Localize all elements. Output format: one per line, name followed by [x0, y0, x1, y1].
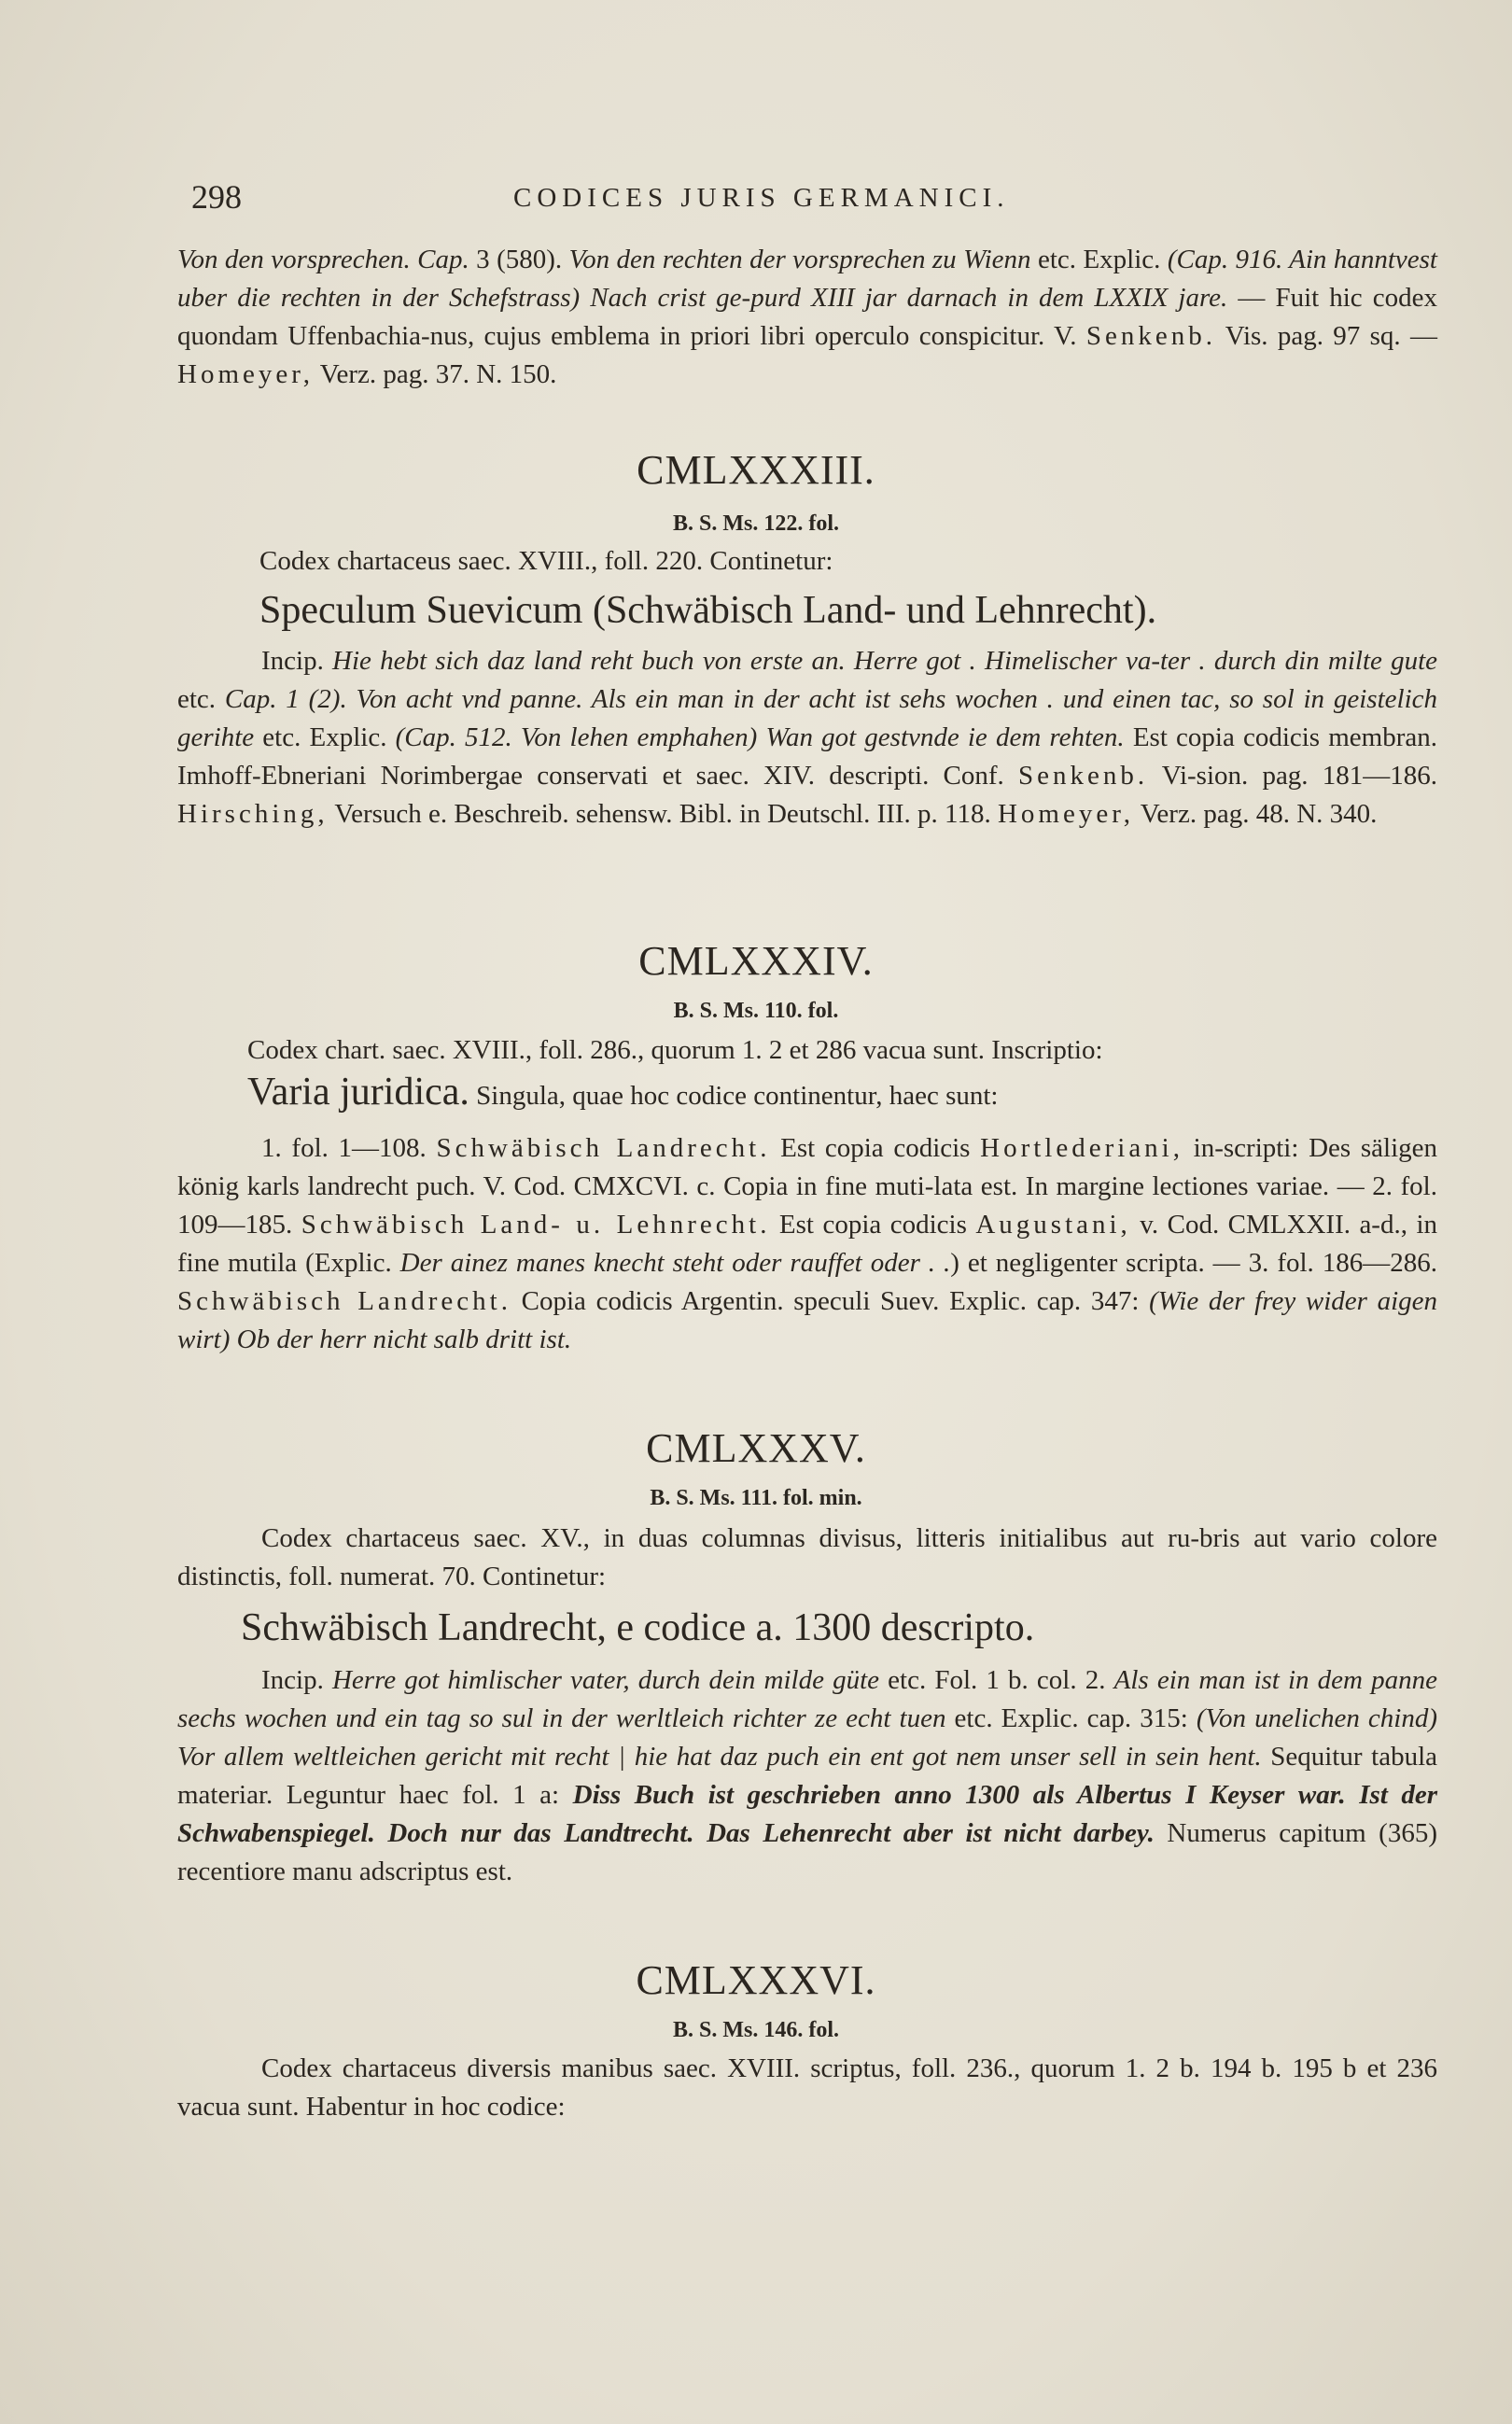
body-text: etc. Explic.	[254, 722, 396, 752]
work-name: Schwäbisch Landrecht.	[177, 1286, 511, 1316]
body-text: Copia codicis Argentin. speculi Suev. Explic. cap. 347:	[511, 1286, 1150, 1316]
author: Senkenb.	[1017, 761, 1149, 791]
body-text: etc. Explic. cap. 315:	[945, 1703, 1197, 1733]
body-983	[177, 642, 1437, 834]
explicit: (Von unelichen chind) Vor allem weltleichen gericht mit recht | hie hat daz puch ein ent got nem unser sell in sein hent.	[177, 1703, 1437, 1772]
cont-text: Vis. pag. 97 sq. —	[1215, 321, 1437, 351]
incipit: Als ein man ist in dem panne sechs wochen und ein tag so sul in der werltleich richter ze echt tuen	[177, 1665, 1437, 1733]
continuation-paragraph	[177, 241, 1437, 394]
body-text: Est copia codicis	[770, 1133, 981, 1163]
cont-incipit: Von den vorsprechen. Cap.	[177, 245, 469, 274]
cont-text: 3 (580).	[469, 245, 569, 274]
work-name: Schwäbisch Land- u. Lehnrecht.	[301, 1210, 771, 1240]
body-text: Incip.	[261, 646, 333, 676]
cont-text: Verz. pag. 37. N. 150.	[314, 359, 557, 389]
entry-title-983: CMLXXXIII.	[637, 447, 875, 493]
incipit: Herre got himlischer vater, durch dein milde güte	[331, 1665, 880, 1695]
running-head: CODICES JURIS GERMANICI.	[513, 183, 1010, 213]
cont-text: — Fuit hic codex quondam Uffenbachia-nus, cujus emblema in priori libri operculo conspicitur. V.	[177, 283, 1437, 351]
inscription: Diss Buch ist geschrieben anno 1300 als Albertus I Keyser war. Ist der Schwabenspiegel. Doch nur das Landtrecht. Das Lehenrecht aber ist nicht darbey.	[177, 1780, 1437, 1848]
body-984	[177, 1129, 1437, 1359]
author: Homeyer,	[997, 799, 1134, 829]
body-text: Est copia codicis	[770, 1210, 976, 1240]
intro-986: Codex chartaceus diversis manibus saec. XVIII. scriptus, foll. 236., quorum 1. 2 b. 194 b. 195 b et 236 vacua sunt. Habentur in hoc codice:	[177, 2053, 1437, 2122]
body-text: Versuch e. Beschreib. sehensw. Bibl. in Deutschl. III. p. 118.	[328, 799, 998, 829]
explicit: Der ainez manes knecht steht oder rauffet oder . .	[399, 1248, 951, 1278]
body-text: Verz. pag. 48. N. 340.	[1133, 799, 1378, 829]
intro-983: Codex chartaceus saec. XVIII., foll. 220. Continetur:	[259, 546, 833, 576]
incipit: Cap. 1 (2). Von acht vnd panne. Als ein man in der acht ist sehs wochen . und einen tac, so sol in geistelich gerihte	[177, 684, 1437, 752]
body-985	[177, 1661, 1437, 1891]
incipit: Hie hebt sich daz land reht buch von erste an. Herre got . Himelischer va-ter . durch din milte gute	[332, 646, 1437, 676]
shelfmark-986: B. S. Ms. 146. fol.	[672, 2018, 839, 2042]
cont-author: Homeyer,	[177, 359, 314, 389]
entry-title-985: CMLXXXV.	[646, 1425, 866, 1471]
entry-title-986: CMLXXXVI.	[636, 1957, 876, 2003]
author: Hortlederiani,	[980, 1133, 1183, 1163]
body-text: ) et negligenter scripta. — 3. fol. 186—286.	[950, 1248, 1438, 1278]
body-text: etc.	[177, 684, 225, 714]
page-number: 298	[191, 178, 242, 216]
work-title-line-984	[247, 1073, 1437, 1115]
work-title-984: Varia juridica.	[247, 1071, 469, 1114]
body-text: 1. fol. 1—108.	[261, 1133, 437, 1163]
entry-title-984: CMLXXXIV.	[638, 938, 874, 984]
cont-author: Senkenb.	[1085, 321, 1216, 351]
cont-text: etc. Explic.	[1030, 245, 1168, 274]
shelfmark-984: B. S. Ms. 110. fol.	[673, 999, 839, 1023]
work-title-985: Schwäbisch Landrecht, e codice a. 1300 descripto.	[241, 1606, 1035, 1649]
body-text: Est copia codicis membran. Imhoff-Ebneriani Norimbergae conservati et saec. XIV. descripti. Conf.	[177, 722, 1438, 791]
explicit: (Wie der frey wider aigen wirt) Ob der herr nicht salb dritt ist.	[177, 1286, 1437, 1354]
body-text: Singula, quae hoc codice continentur, haec sunt:	[469, 1081, 999, 1111]
cont-incipit: Von den rechten der vorsprechen zu Wienn	[568, 245, 1031, 274]
author: Augustani,	[975, 1210, 1131, 1240]
explicit: (Cap. 512. Von lehen emphahen) Wan got gestvnde ie dem rehten.	[395, 722, 1125, 752]
page-header	[191, 177, 1433, 224]
cont-explicit: (Cap. 916. Ain hanntvest uber die rechten in der Schefstrass) Nach crist ge-purd XIII jar darnach in dem LXXIX jare.	[177, 245, 1437, 313]
body-text: in-scripti: Des säligen könig karls landrecht puch. V. Cod. CMXCVI. c. Copia in fine muti-lata est. In margine lectiones variae. — 2. fol. 109—185.	[177, 1133, 1437, 1240]
work-title-983: Speculum Suevicum (Schwäbisch Land- und Lehnrecht).	[259, 589, 1157, 632]
shelfmark-985: B. S. Ms. 111. fol. min.	[650, 1486, 862, 1510]
body-text: Vi-sion. pag. 181—186.	[1148, 761, 1437, 791]
shelfmark-983: B. S. Ms. 122. fol.	[672, 511, 839, 536]
intro-985: Codex chartaceus saec. XV., in duas columnas divisus, litteris initialibus aut ru-bris aut vario colore distinctis, foll. numerat. 70. Continetur:	[177, 1523, 1437, 1591]
body-text: Sequitur tabula materiar. Leguntur haec fol. 1 a:	[177, 1742, 1437, 1810]
body-text: Incip.	[261, 1665, 332, 1695]
author: Hirsching,	[177, 799, 329, 829]
body-text: Numerus capitum (365) recentiore manu adscriptus est.	[177, 1818, 1437, 1886]
work-name: Schwäbisch Landrecht.	[436, 1133, 771, 1163]
body-text: v. Cod. CMLXXII. a-d., in fine mutila (Explic.	[177, 1210, 1437, 1278]
intro-984: Codex chart. saec. XVIII., foll. 286., quorum 1. 2 et 286 vacua sunt. Inscriptio:	[247, 1035, 1103, 1065]
body-text: etc. Fol. 1 b. col. 2.	[879, 1665, 1114, 1695]
